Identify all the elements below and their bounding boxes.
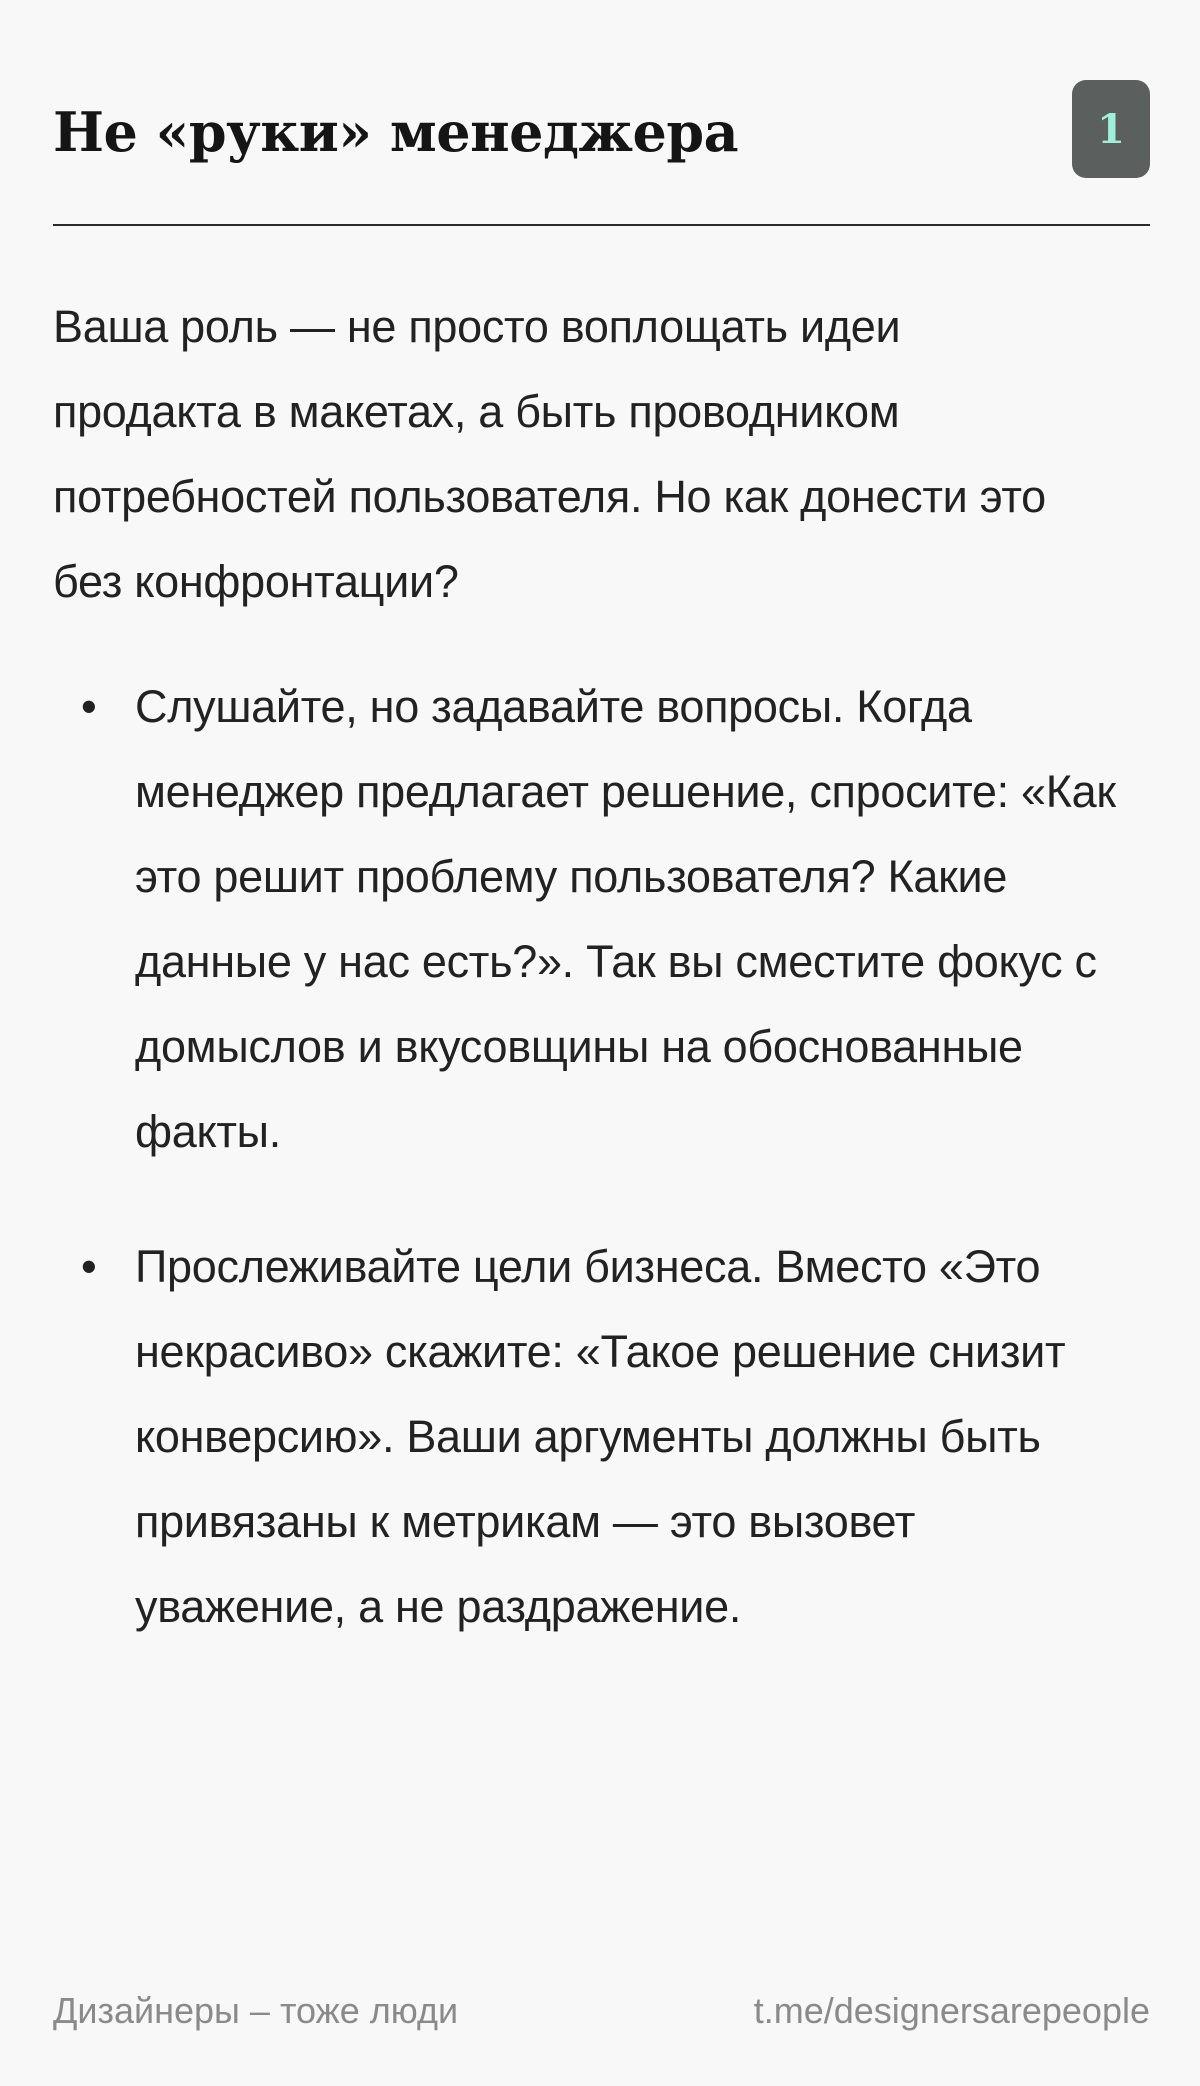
bullet-marker-icon: • xyxy=(81,1241,97,1292)
footer-link[interactable]: t.me/designersarepeople xyxy=(753,1990,1150,2031)
intro-paragraph: Ваша роль — не просто воплощать идеи продакта в макетах, а быть проводником потребностей пользователя. Но как донести это без конфронтации? xyxy=(53,301,1046,607)
page-title: Не «руки» менеджера xyxy=(53,100,739,164)
article-body xyxy=(53,284,1133,1699)
bullet-list xyxy=(53,664,1133,1649)
title-divider xyxy=(53,224,1150,226)
list-item xyxy=(53,1224,1133,1649)
list-item-text: Прослеживайте цели бизнеса. Вместо «Это некрасиво» скажите: «Такое решение снизит конверсию». Ваши аргументы должны быть привязаны к метрикам — это вызовет уважение, а не раздражение. xyxy=(135,1241,1066,1632)
bullet-marker-icon: • xyxy=(81,681,97,732)
footer-channel-name: Дизайнеры – тоже люди xyxy=(53,1990,459,2031)
list-item-text: Слушайте, но задавайте вопросы. Когда менеджер предлагает решение, спросите: «Как это решит проблему пользователя? Какие данные у нас есть?». Так вы сместите фокус с домыслов и вкусовщины на обоснованные факты. xyxy=(135,681,1116,1157)
page-number-badge: 1 xyxy=(1072,80,1150,178)
slide-header xyxy=(53,96,1150,226)
slide-footer xyxy=(53,1990,1150,2032)
list-item xyxy=(53,664,1133,1174)
